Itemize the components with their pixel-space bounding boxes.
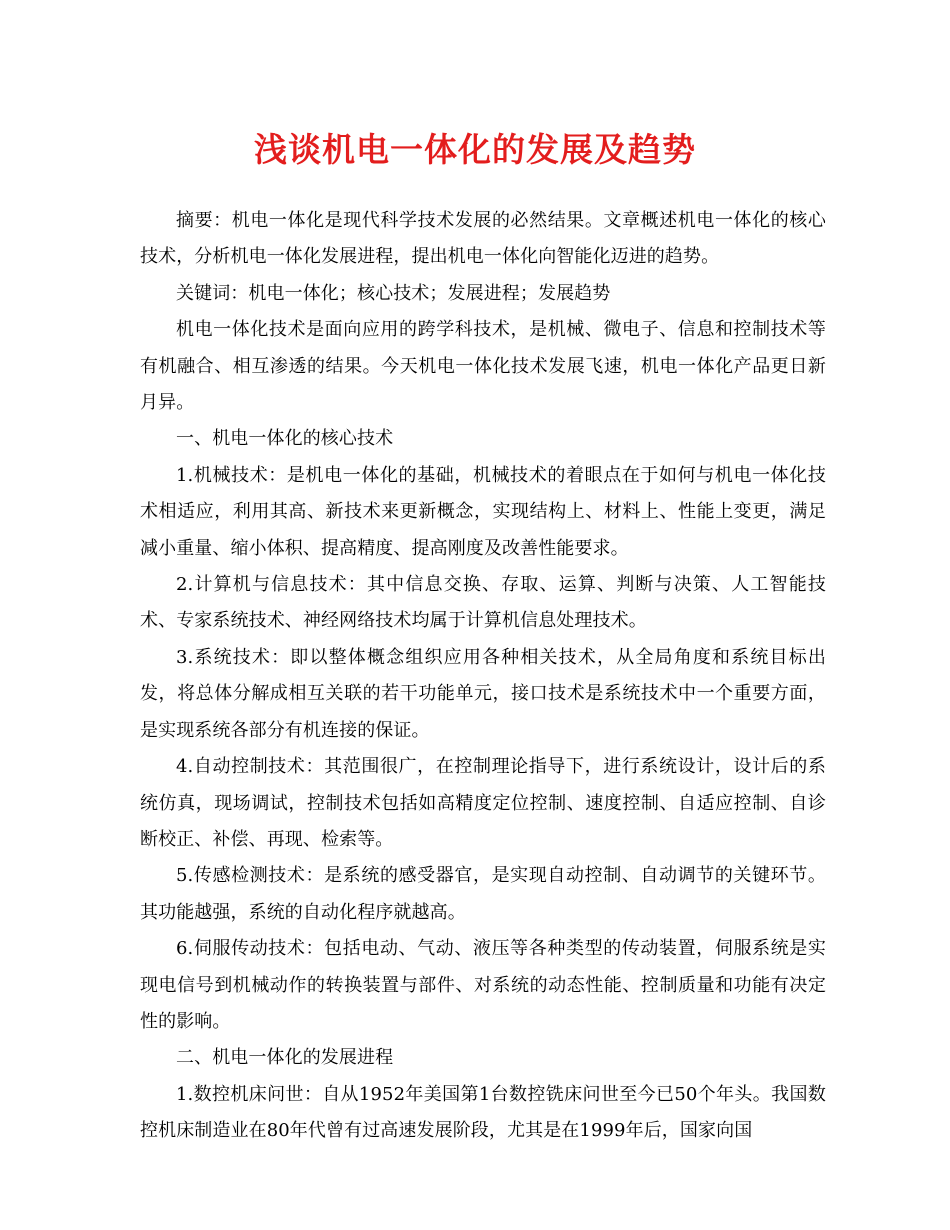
paragraph-system-tech: 3.系统技术：即以整体概念组织应用各种相关技术，从全局角度和系统目标出发，将总体分解成相互关联的若干功能单元，接口技术是系统技术中一个重要方面，是实现系统各部分有机连接的保证。	[140, 646, 826, 741]
paragraph-sensing-tech: 5.传感检测技术：是系统的感受器官，是实现自动控制、自动调节的关键环节。其功能越强，系统的自动化程序就越高。	[140, 865, 826, 923]
intro-paragraph: 机电一体化技术是面向应用的跨学科技术，是机械、微电子、信息和控制技术等有机融合、相互渗透的结果。今天机电一体化技术发展飞速，机电一体化产品更日新月异。	[140, 319, 826, 414]
paragraph-mechanical-tech: 1.机械技术：是机电一体化的基础，机械技术的着眼点在于如何与机电一体化技术相适应，利用其高、新技术来更新概念，实现结构上、材料上、性能上变更，满足减小重量、缩小体积、提高精度、提高刚度及改善性能要求。	[140, 464, 826, 559]
keywords-paragraph: 关键词：机电一体化；核心技术；发展进程；发展趋势	[176, 282, 611, 304]
paragraph-servo-tech: 6.伺服传动技术：包括电动、气动、液压等各种类型的传动装置，伺服系统是实现电信号到机械动作的转换装置与部件、对系统的动态性能、控制质量和功能有决定性的影响。	[140, 938, 826, 1032]
paragraph-auto-control-tech: 4.自动控制技术：其范围很广，在控制理论指导下，进行系统设计，设计后的系统仿真，现场调试，控制技术包括如高精度定位控制、速度控制、自适应控制、自诊断校正、补偿、再现、检索等。	[140, 756, 826, 850]
paragraph-computer-info-tech: 2.计算机与信息技术：其中信息交换、存取、运算、判断与决策、人工智能技术、专家系统技术、神经网络技术均属于计算机信息处理技术。	[140, 574, 826, 632]
section-heading-core-tech: 一、机电一体化的核心技术	[176, 428, 394, 450]
abstract-paragraph: 摘要：机电一体化是现代科学技术发展的必然结果。文章概述机电一体化的核心技术，分析机电一体化发展进程，提出机电一体化向智能化迈进的趋势。	[140, 210, 826, 268]
document-title: 浅谈机电一体化的发展及趋势	[254, 130, 696, 169]
paragraph-cnc-machine: 1.数控机床问世：自从1952年美国第1台数控铣床问世至今已50个年头。我国数控机床制造业在80年代曾有过高速发展阶段，尤其是在1999年后，国家向国	[140, 1083, 826, 1142]
document-body	[140, 203, 826, 1150]
section-heading-development: 二、机电一体化的发展进程	[176, 1047, 394, 1069]
